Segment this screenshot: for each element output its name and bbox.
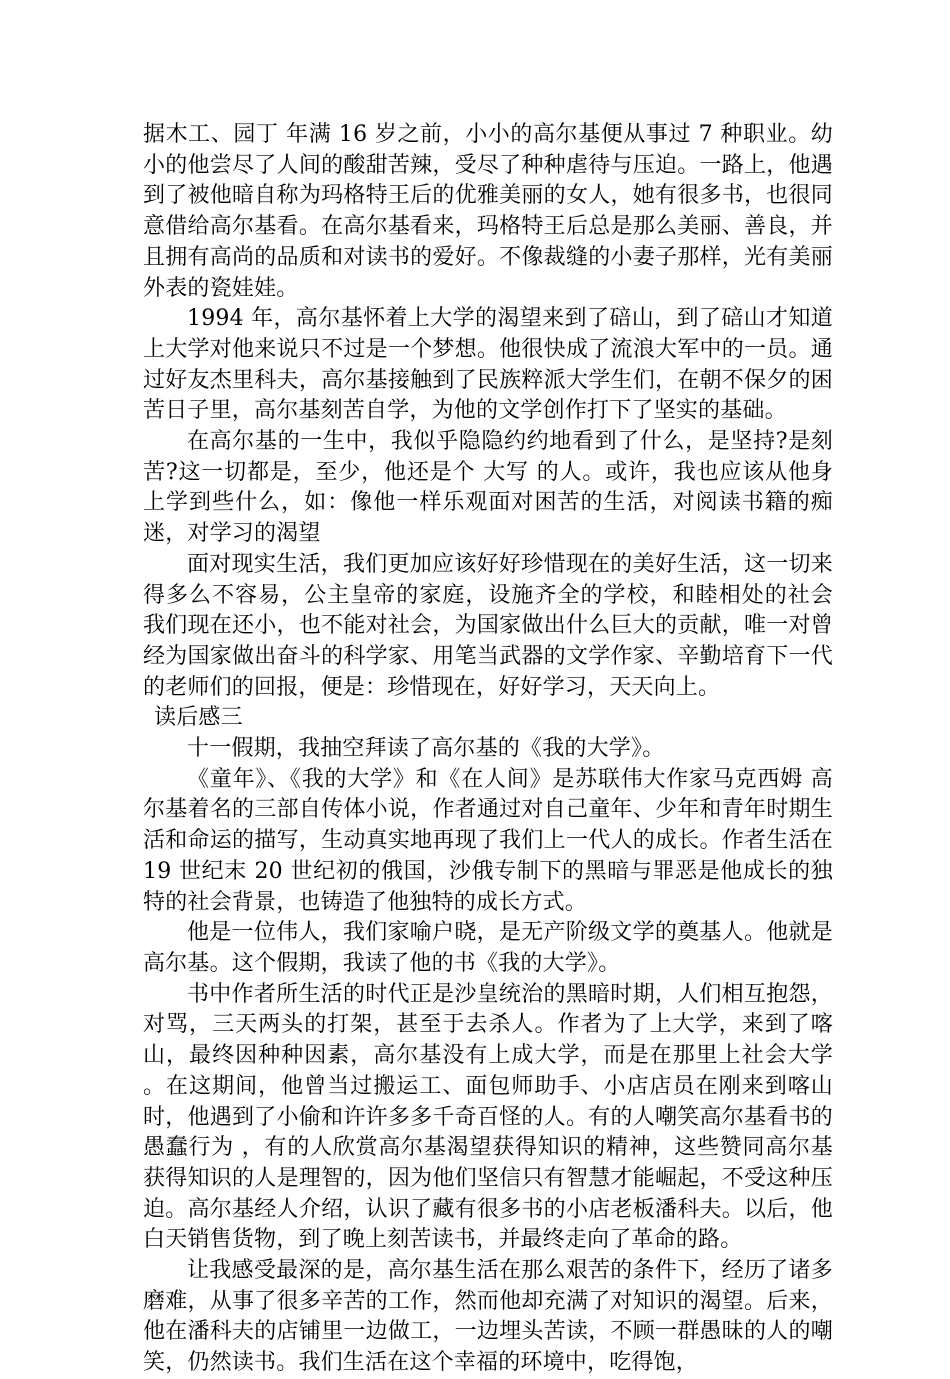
paragraph-gorky-childhood-jobs: 据木工、园丁 年满 16 岁之前，小小的高尔基便从事过 7 种职业。幼小的他尝尽了人间的酸甜苦辣，受尽了种种虐待与压迫。一路上，他遇到了被他暗自称为玛格特王后的优雅美丽的女人，她有很多书，也很同意借给高尔基看。在高尔基看来，玛格特王后总是那么美丽、善良，并且拥有高尚的品质和对读书的爱好。不像裁缝的小妻子那样，光有美丽外表的瓷娃娃。 xyxy=(143,122,833,301)
document-page xyxy=(143,120,833,1379)
paragraph-deepest-impression: 让我感受最深的是，高尔基生活在那么艰苦的条件下，经历了诸多磨难，从事了很多辛苦的工作，然而他却充满了对知识的渴望。后来，他在潘科夫的店铺里一边做工，一边埋头苦读，不顾一群愚昧的人的嘲笑，仍然读书。我们生活在这个幸福的环境中，吃得饱， xyxy=(143,1258,833,1376)
paragraph-holiday-reading: 十一假期，我抽空拜读了高尔基的《我的大学》。 xyxy=(187,736,665,762)
paragraph-gorky-university-dream: 1994 年，高尔基怀着上大学的渴望来到了碚山，到了碚山才知道上大学对他来说只不过是一个梦想。他很快成了流浪大军中的一员。通过好友杰里科夫，高尔基接触到了民族粹派大学生们，在朝不保夕的困苦日子里，高尔基刻苦自学，为他的文学创作打下了坚实的基础。 xyxy=(143,306,833,424)
section-heading-reflection-three: 读后感三 xyxy=(154,705,243,731)
paragraph-cherish-present: 面对现实生活，我们更加应该好好珍惜现在的美好生活，这一切来得多么不容易，公主皇帝的家庭，设施齐全的学校，和睦相处的社会 我们现在还小，也不能对社会，为国家做出什么巨大的贡献，唯一对曾经为国家做出奋斗的科学家、用笔当武器的文学作家、辛勤培育下一代的老师们的回报，便是：珍惜现在，好好学习，天天向上。 xyxy=(143,551,833,700)
paragraph-trilogy-intro: 《童年》、《我的大学》和《在人间》是苏联伟大作家马克西姆 高尔基着名的三部自传体小说，作者通过对自己童年、少年和青年时期生活和命运的描写，生动真实地再现了我们上一代人的成长。作者生活在 19 世纪末 20 世纪初的俄国，沙俄专制下的黑暗与罪恶是他成长的独特的社会背景，也铸造了他独特的成长方式。 xyxy=(143,766,833,915)
paragraph-reflection-persistence: 在高尔基的一生中，我似乎隐隐约约地看到了什么，是坚持?是刻苦?这一切都是，至少，他还是个 大写 的人。或许，我也应该从他身上学到些什么，如：像他一样乐观面对困苦的生活，对阅读书籍的痴迷，对学习的渴望 xyxy=(143,429,833,547)
paragraph-book-summary: 书中作者所生活的时代正是沙皇统治的黑暗时期，人们相互抱怨，对骂，三天两头的打架，甚至于去杀人。作者为了上大学，来到了喀山，最终因种种因素，高尔基没有上成大学，而是在那里上社会大学 。在这期间，他曾当过搬运工、面包师助手、小店店员在刚来到喀山时，他遇到了小偷和许许多多千奇百怪的人。有的人嘲笑高尔基看书的 愚蠢行为 ，有的人欣赏高尔基渴望获得知识的精神，这些赞同高尔基获得知识的人是理智的，因为他们坚信只有智慧才能崛起，不受这种压迫。高尔基经人介绍，认识了藏有很多书的小店老板潘科夫。以后，他白天销售货物，到了晚上刻苦读书，并最终走向了革命的路。 xyxy=(143,981,833,1253)
paragraph-great-man: 他是一位伟人，我们家喻户晓，是无产阶级文学的奠基人。他就是高尔基。这个假期，我读了他的书《我的大学》。 xyxy=(143,920,833,976)
